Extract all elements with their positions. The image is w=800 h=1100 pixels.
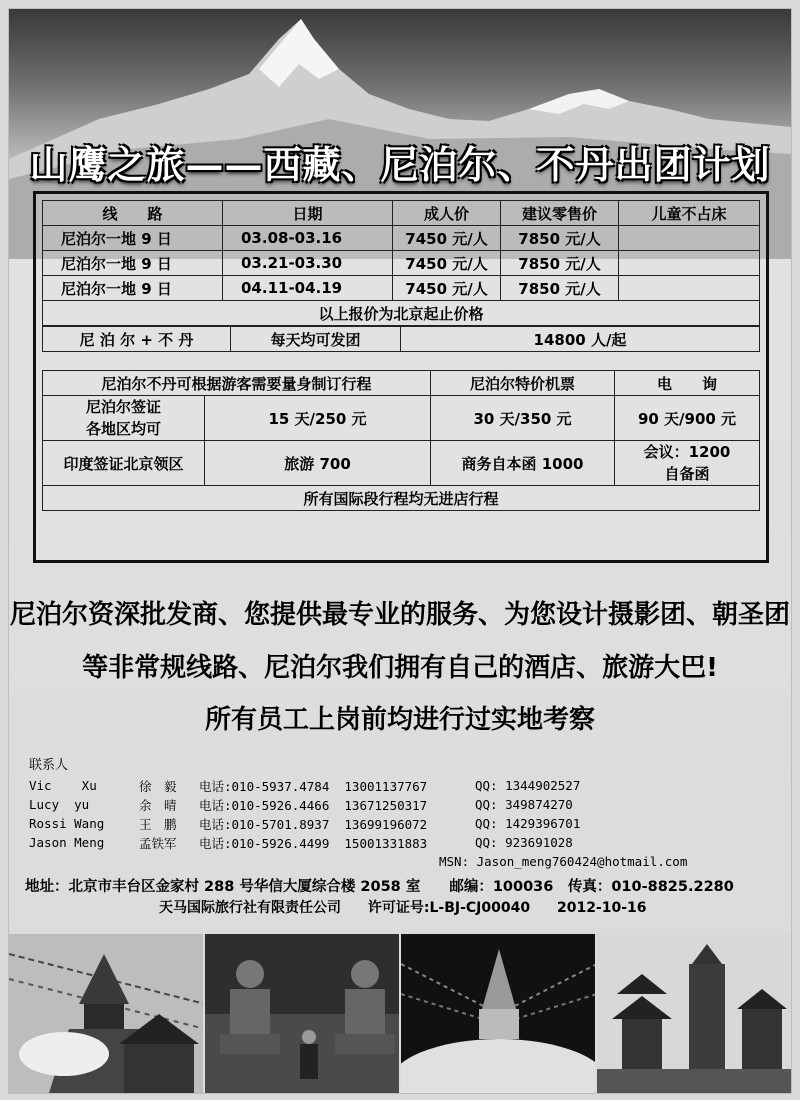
table-row	[43, 276, 760, 301]
address-line: 地址：北京市丰台区金家村 288 号华信大厦综合楼 2058 室 邮编：100036 传真：010-8825.2280	[25, 879, 734, 895]
contact-cn-name: 徐 毅	[139, 778, 177, 794]
msn-contact: MSN: Jason_meng760424@hotmail.com	[439, 854, 688, 869]
contact-en-name: Jason Meng	[29, 835, 105, 850]
boudhanath-photo	[401, 934, 597, 1093]
contact-phone: 电话:010-5701.8937 13699196072	[199, 816, 428, 832]
stupa-photo	[9, 934, 205, 1093]
price-note-row	[43, 301, 760, 326]
issue-date: 2012-10-16	[556, 900, 647, 916]
india-visa-row	[43, 441, 760, 486]
services-table	[42, 370, 760, 511]
contact-phone: 电话:010-5937.4784 13001137767	[199, 778, 428, 794]
contact-en-name: Lucy yu	[29, 797, 90, 812]
table-row	[43, 226, 760, 251]
bhutan-row	[43, 327, 760, 352]
contact-cn-name: 余 晴	[139, 797, 177, 813]
route-date: 03.21-03.30	[223, 251, 393, 276]
adult-price: 7450 元/人	[393, 276, 501, 301]
tour-table-frame	[33, 191, 769, 563]
route-date: 03.08-03.16	[223, 226, 393, 251]
custom-itinerary-header: 尼泊尔不丹可根据游客需要量身制订行程	[43, 371, 431, 396]
header-child: 儿童不占床	[619, 201, 760, 226]
adult-price: 7450 元/人	[393, 226, 501, 251]
list-item	[29, 776, 749, 795]
retail-price: 7850 元/人	[501, 251, 619, 276]
contact-cn-name: 孟铁军	[139, 835, 177, 851]
header-retail-price: 建议零售价	[501, 201, 619, 226]
contact-qq: QQ: 1429396701	[475, 816, 581, 831]
child-price	[619, 251, 760, 276]
list-item	[29, 814, 749, 833]
table-row	[43, 251, 760, 276]
header-date: 日期	[223, 201, 393, 226]
route-name: 尼泊尔一地 9 日	[43, 251, 223, 276]
nepal-visa-label: 尼泊尔签证 各地区均可	[43, 396, 205, 441]
child-price	[619, 226, 760, 251]
contact-list	[29, 754, 749, 852]
retail-price: 7850 元/人	[501, 276, 619, 301]
retail-price: 7850 元/人	[501, 226, 619, 251]
contact-phone: 电话:010-5926.4466 13671250317	[199, 797, 428, 813]
contact-cn-name: 王 鹏	[139, 816, 177, 832]
contact-qq: QQ: 1344902527	[475, 778, 581, 793]
header-route: 线 路	[43, 201, 223, 226]
page-title: 山鹰之旅——西藏、尼泊尔、不丹出团计划	[29, 142, 771, 187]
durbar-square-photo	[597, 934, 791, 1093]
contact-qq: QQ: 923691028	[475, 835, 573, 850]
route-table	[42, 200, 760, 326]
company-name: 天马国际旅行社有限责任公司	[159, 900, 341, 916]
contact-phone: 电话:010-5926.4499 15001331883	[199, 835, 428, 851]
promo-line-3: 所有员工上岗前均进行过实地考察	[204, 705, 595, 735]
visa-15-days: 15 天/250 元	[205, 396, 431, 441]
route-name: 尼泊尔一地 9 日	[43, 226, 223, 251]
header-adult-price: 成人价	[393, 201, 501, 226]
contact-en-name: Rossi Wang	[29, 816, 105, 831]
company-line	[159, 897, 669, 917]
promo-line-2: 等非常规线路、尼泊尔我们拥有自己的酒店、旅游大巴!	[82, 653, 718, 683]
bhutan-schedule: 每天均可发团	[231, 327, 401, 352]
india-business-visa: 商务自本函 1000	[431, 441, 615, 486]
bhutan-price: 14800 人/起	[401, 327, 760, 352]
route-header-row	[43, 201, 760, 226]
india-visa-label: 印度签证北京领区	[43, 441, 205, 486]
list-item	[29, 795, 749, 814]
temple-guardians-photo	[205, 934, 401, 1093]
nepal-visa-row	[43, 396, 760, 441]
no-shopping-row	[43, 486, 760, 511]
bhutan-route: 尼 泊 尔 + 不 丹	[43, 327, 231, 352]
flyer-page	[8, 8, 792, 1094]
photo-strip	[9, 934, 791, 1093]
promo-line-1: 尼泊尔资深批发商、您提供最专业的服务、为您设计摄影团、朝圣团	[9, 600, 790, 630]
license-number: 许可证号:L-BJ-CJ00040	[367, 900, 531, 916]
services-header-row	[43, 371, 760, 396]
no-shopping-note: 所有国际段行程均无进店行程	[43, 486, 760, 511]
airfare-header: 尼泊尔特价机票	[431, 371, 615, 396]
visa-90-days: 90 天/900 元	[615, 396, 760, 441]
india-tourism-visa: 旅游 700	[205, 441, 431, 486]
bhutan-table	[42, 326, 760, 352]
contact-label: 联系人	[29, 758, 69, 773]
route-date: 04.11-04.19	[223, 276, 393, 301]
india-meeting-visa: 会议：1200 自备函	[615, 441, 760, 486]
route-name: 尼泊尔一地 9 日	[43, 276, 223, 301]
child-price	[619, 276, 760, 301]
contact-en-name: Vic Xu	[29, 778, 97, 793]
contact-qq: QQ: 349874270	[475, 797, 573, 812]
visa-30-days: 30 天/350 元	[431, 396, 615, 441]
phone-inquiry-header: 电 询	[615, 371, 760, 396]
adult-price: 7450 元/人	[393, 251, 501, 276]
list-item	[29, 833, 749, 852]
price-note: 以上报价为北京起止价格	[43, 301, 760, 326]
